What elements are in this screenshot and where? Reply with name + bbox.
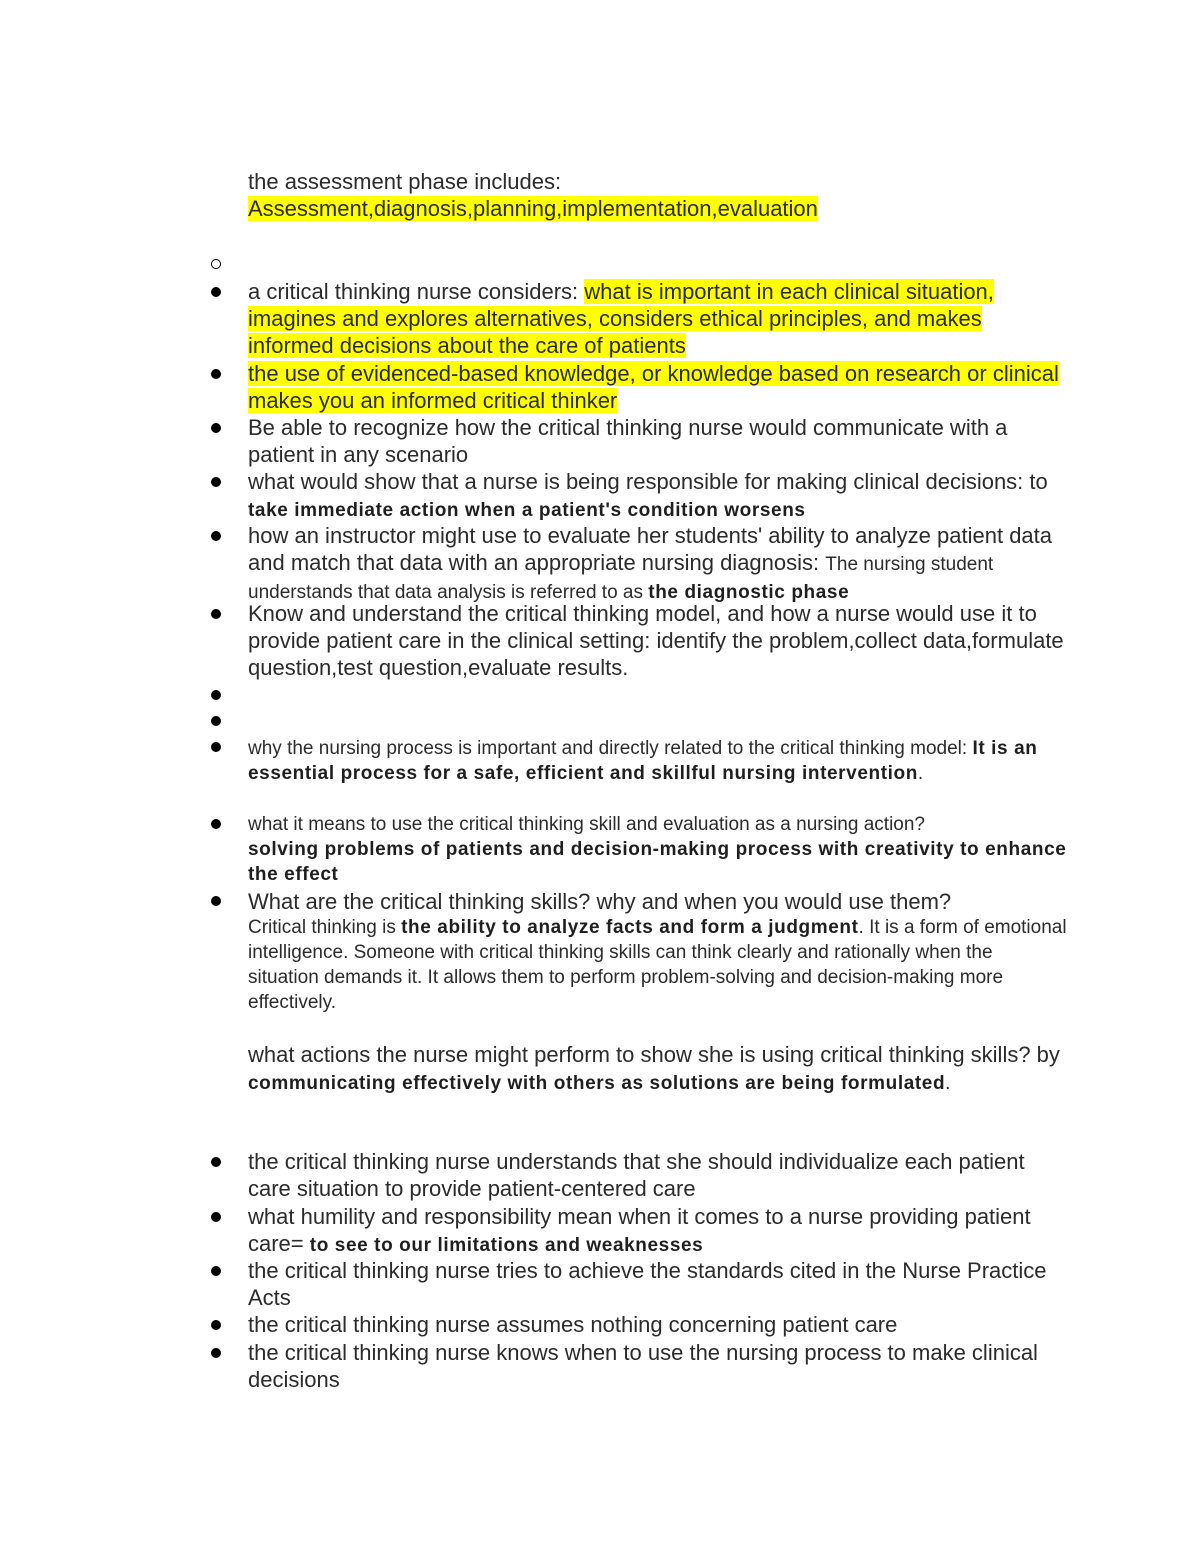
item-answer-bold: It is an essential process for a safe, efficient and skillful nursing intervention (248, 738, 1038, 784)
list-item-responsible (248, 468, 1068, 523)
item-question: what humility and responsibility mean when it comes to a nurse providing patient care= (248, 1204, 1031, 1256)
item-answer-bold: solving problems of patients and decision-making process with creativity to enhance the effect (248, 839, 1067, 885)
item-question: how an instructor might use to evaluate her students' ability to analyze patient data and match that data with an appropriate nursing diagnosis: (248, 523, 1053, 575)
item-answer-bold: the ability to analyze facts and form a judgment (401, 917, 859, 938)
bullet-point (211, 742, 221, 752)
item-answer-text: . It is a form of emotional intelligence. Someone with critical thinking skills can think clearly and rationally when the situation demands it. It allows them to perform problem-solving and decision-making more effectively. (248, 917, 1067, 1013)
bullet-point (211, 896, 221, 906)
bullet-point (211, 1157, 221, 1167)
item-question: why the nursing process is important and directly related to the critical thinking model: (248, 738, 973, 759)
bullet-point (211, 819, 221, 829)
bullet-point (211, 1320, 221, 1330)
list-item-communicate: Be able to recognize how the critical thinking nurse would communicate with a patient in any scenario (248, 415, 1008, 467)
item-answer-text: Critical thinking is (248, 917, 402, 938)
item-question: what actions the nurse might perform to show she is using critical thinking skills? by (248, 1042, 1060, 1067)
list-item-humility (248, 1203, 1068, 1258)
bullet-point (211, 287, 221, 297)
bullet-point-empty (211, 259, 221, 269)
item-question: a critical thinking nurse considers: (248, 279, 585, 304)
intro-question: the assessment phase includes: (248, 169, 562, 194)
list-item-knows: the critical thinking nurse knows when to use the nursing process to make clinical decisions (248, 1340, 1038, 1392)
list-item-nursing-process (248, 736, 1068, 786)
item-question: What are the critical thinking skills? why and when you would use them? (248, 889, 952, 914)
list-item-evidence-based (248, 360, 1068, 414)
bullet-point-empty (211, 716, 221, 726)
item-answer-bold: communicating effectively with others as solutions are being formulated (248, 1073, 946, 1094)
intro-answer-highlight: Assessment,diagnosis,planning,implementation,evaluation (248, 196, 818, 221)
item-punct: . (917, 763, 924, 784)
bullet-point-empty (211, 690, 221, 700)
bullet-point (211, 423, 221, 433)
item-answer-highlight: what is important in each clinical situation, imagines and explores alternatives, considers ethical principles, and makes informed decisions about the care of patients (248, 279, 994, 358)
list-item-standards: the critical thinking nurse tries to achieve the standards cited in the Nurse Practice Acts (248, 1258, 1047, 1310)
item-punct: . (945, 1073, 951, 1094)
list-item-considers (248, 278, 1068, 359)
bullet-point (211, 1212, 221, 1222)
list-item-instructor (248, 522, 1068, 605)
item-answer-bold: take immediate action when a patient's condition worsens (248, 500, 806, 521)
list-item-model: Know and understand the critical thinking model, and how a nurse would use it to provide patient care in the clinical setting: identify the problem,collect data,formulate question,test question,evaluate results. (248, 601, 1064, 680)
bullet-point (211, 1348, 221, 1358)
list-item-individualize: the critical thinking nurse understands that she should individualize each patient care situation to provide patient-centered care (248, 1149, 1025, 1201)
bullet-point (211, 609, 221, 619)
paragraph-actions (248, 1041, 1068, 1096)
item-answer-bold: to see to our limitations and weaknesses (309, 1235, 704, 1256)
bullet-point (211, 531, 221, 541)
item-question: what would show that a nurse is being responsible for making clinical decisions: to (248, 469, 1048, 494)
list-item-skills (248, 888, 1068, 1015)
item-answer-text: The nursing student understands that data analysis is referred to as (248, 554, 994, 603)
list-item-evaluation (248, 812, 1068, 887)
item-question: what it means to use the critical thinking skill and evaluation as a nursing action? (248, 814, 925, 835)
bullet-point (211, 1266, 221, 1276)
bullet-point (211, 477, 221, 487)
bullet-point (211, 369, 221, 379)
list-item-assumes: the critical thinking nurse assumes nothing concerning patient care (248, 1312, 898, 1337)
item-answer-highlight: the use of evidenced-based knowledge, or knowledge based on research or clinical makes you an informed critical thinker (248, 361, 1059, 413)
intro-block (248, 168, 1078, 222)
item-answer-bold: the diagnostic phase (648, 582, 850, 603)
